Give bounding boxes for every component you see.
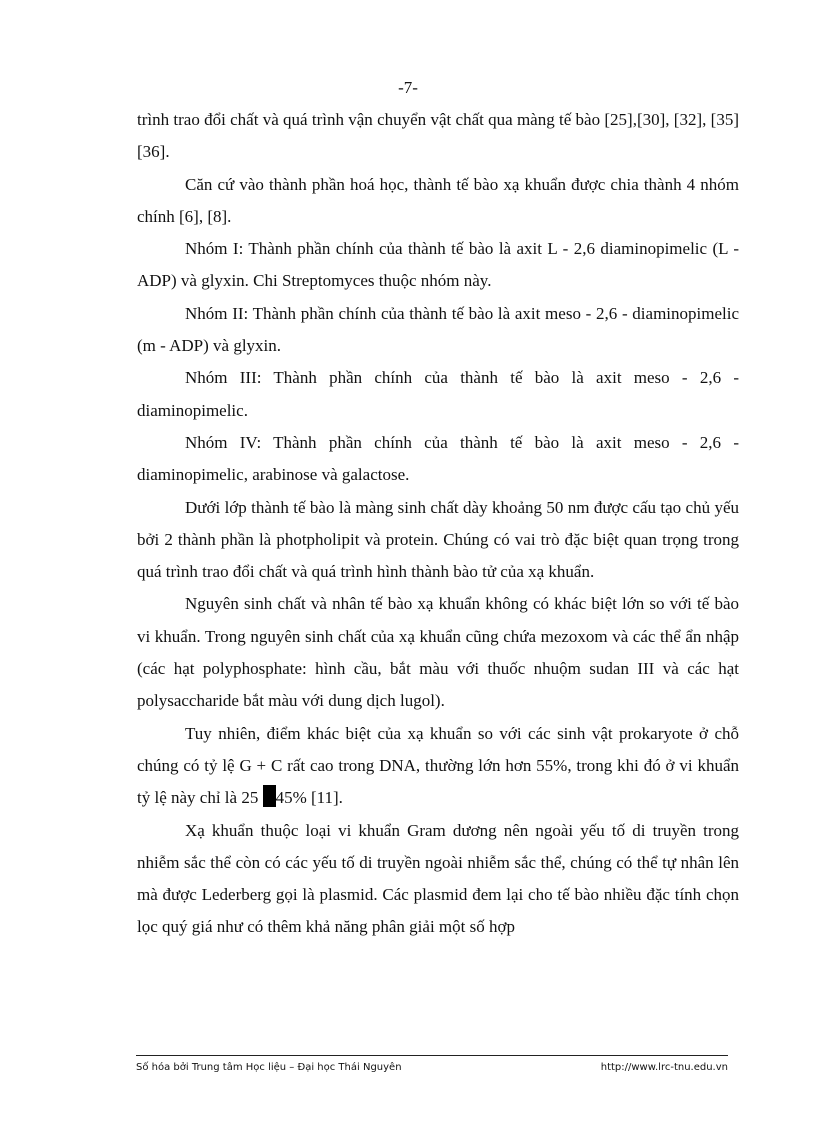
paragraph-continuation: trình trao đổi chất và quá trình vận chuyển vật chất qua màng tế bào [25],[30], [32], [35] [36]. bbox=[137, 110, 739, 162]
paragraph-group-4: Nhóm IV: Thành phần chính của thành tế bào là axit meso - 2,6 - diaminopimelic, arabinose và galactose. bbox=[137, 432, 739, 485]
paragraph-group-2: Nhóm II: Thành phần chính của thành tế bào là axit meso - 2,6 - diaminopimelic (m - ADP) và glyxin. bbox=[137, 303, 739, 356]
redaction-mark bbox=[263, 785, 276, 807]
paragraph-group-1: Nhóm I: Thành phần chính của thành tế bào là axit L - 2,6 diaminopimelic (L - ADP) và glyxin. Chi Streptomyces thuộc nhóm này. bbox=[137, 239, 739, 291]
paragraph-cell-wall-groups: Căn cứ vào thành phần hoá học, thành tế bào xạ khuẩn được chia thành 4 nhóm chính [6], [8]. bbox=[137, 174, 739, 226]
paragraph-plasmid: Xạ khuẩn thuộc loại vi khuẩn Gram dương nên ngoài yếu tố di truyền trong nhiễm sắc thể còn có các yếu tố di truyền ngoài nhiễm sắc thể, chúng có thể tự nhân lên mà được Lederberg gọi là plasmid. Các plasmid đem lại cho tế bào nhiều đặc tính chọn lọc quý giá như có thêm khả năng phân giải một số hợp bbox=[137, 820, 739, 937]
footer-divider bbox=[136, 1055, 728, 1056]
footer-source: Số hóa bởi Trung tâm Học liệu – Đại học Thái Nguyên bbox=[136, 1062, 402, 1073]
paragraph-protoplasm: Nguyên sinh chất và nhân tế bào xạ khuẩn không có khác biệt lớn so với tế bào vi khuẩn. Trong nguyên sinh chất của xạ khuẩn cũng chứa mezoxom và các thể ẩn nhập (các hạt polyphosphate: hình cầu, bắt màu với thuốc nhuộm sudan III và các hạt polysaccharide bắt màu với dung dịch lugol). bbox=[137, 594, 739, 711]
gc-content-text: Tuy nhiên, điểm khác biệt của xạ khuẩn so với các sinh vật prokaryote ở chỗ chúng có tỷ lệ G + C rất cao trong DNA, thường lớn hơn 55%, trong khi đó ở vi khuẩn tỷ lệ này chỉ là 25 bbox=[137, 723, 739, 808]
gc-content-tail: 45% [11]. bbox=[275, 788, 343, 808]
body-text bbox=[137, 104, 739, 944]
paragraph-plasma-membrane: Dưới lớp thành tế bào là màng sinh chất dày khoảng 50 nm được cấu tạo chủ yếu bởi 2 thành phần là photpholipit và protein. Chúng có vai trò đặc biệt quan trọng trong quá trình trao đổi chất và quá trình hình thành bào tử của xạ khuẩn. bbox=[137, 497, 739, 582]
page-number: -7- bbox=[398, 78, 418, 97]
paragraph-gc-content bbox=[137, 718, 739, 815]
paragraph-group-3: Nhóm III: Thành phần chính của thành tế bào là axit meso - 2,6 - diaminopimelic. bbox=[137, 368, 739, 420]
footer-url: http://www.lrc-tnu.edu.vn bbox=[600, 1062, 728, 1073]
footer bbox=[136, 1062, 728, 1073]
